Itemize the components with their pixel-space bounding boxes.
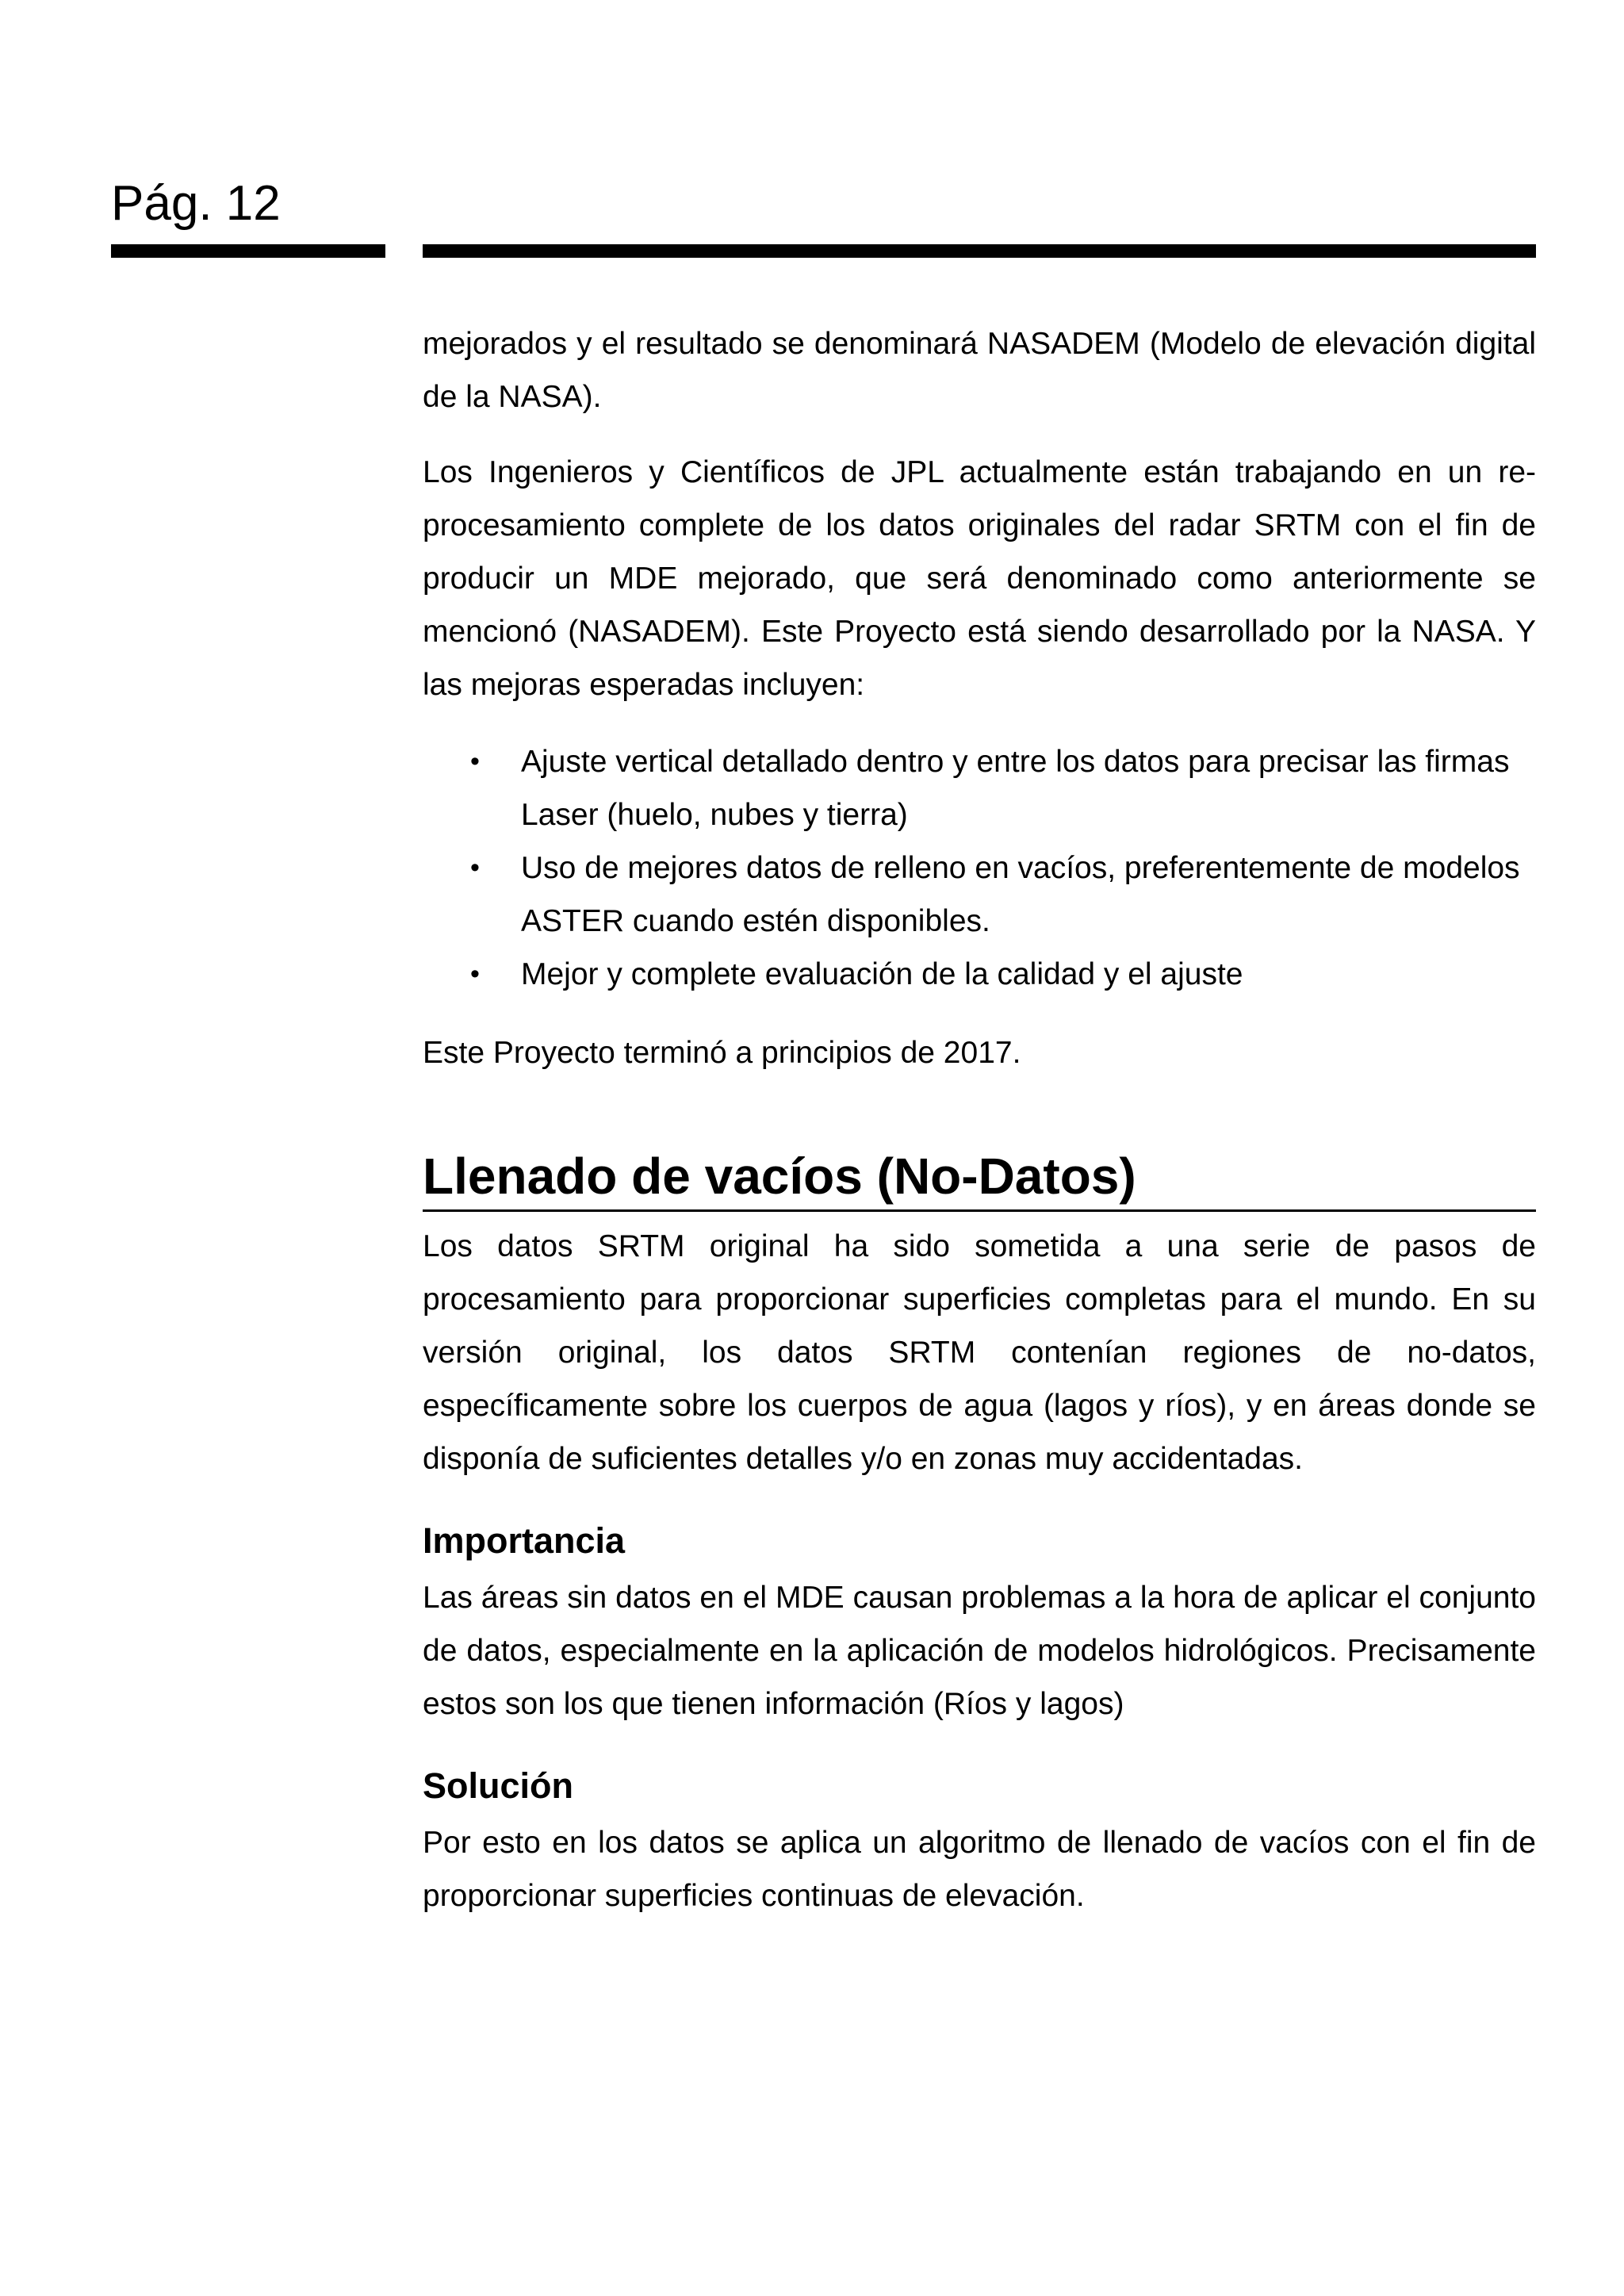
paragraph-jpl: Los Ingenieros y Científicos de JPL actualmente están trabajando en un re-procesamiento complete de los datos originales del radar SRTM con el fin de producir un MDE mejorado, que será denominado como anteriormente se mencionó (NASADEM). Este Proyecto está siendo desarrollado por la NASA. Y las mejoras esperadas incluyen: [423, 455, 1536, 702]
paragraph-srtm-original: Los datos SRTM original ha sido sometida a una serie de pasos de procesamiento para proporcionar superficies completas para el mundo. En su versión original, los datos SRTM contenían regiones de no-datos, específicamente sobre los cuerpos de agua (lagos y ríos), y en áreas donde se disponía de suficientes detalles y/o en zonas muy accidentadas. [423, 1229, 1536, 1476]
header-rule-right [423, 244, 1536, 258]
list-item [423, 735, 1536, 841]
paragraph-solucion: Por esto en los datos se aplica un algoritmo de llenado de vacíos con el fin de proporcionar superficies continuas de elevación. [423, 1826, 1536, 1913]
page-content [423, 317, 1536, 1922]
paragraph-project-end: Este Proyecto terminó a principios de 2017. [423, 1036, 1021, 1070]
bullet-icon: • [470, 746, 480, 776]
paragraph-intro-continuation: mejorados y el resultado se denominará NASADEM (Modelo de elevación digital de la NASA). [423, 327, 1536, 414]
page-number: Pág. 12 [111, 176, 281, 231]
section-heading: Llenado de vacíos (No-Datos) [423, 1144, 1536, 1212]
list-item-text: Ajuste vertical detallado dentro y entre los datos para precisar las firmas Laser (huelo, nubes y tierra) [521, 745, 1510, 832]
improvements-list [423, 735, 1536, 1001]
paragraph-importancia: Las áreas sin datos en el MDE causan problemas a la hora de aplicar el conjunto de datos, especialmente en la aplicación de modelos hidrológicos. Precisamente estos son los que tienen información (Ríos y lagos) [423, 1581, 1536, 1721]
list-item-text: Uso de mejores datos de relleno en vacíos, preferentemente de modelos ASTER cuando estén disponibles. [521, 851, 1520, 938]
bullet-icon: • [470, 853, 480, 883]
subsection-heading-importancia: Importancia [423, 1520, 626, 1561]
list-item-text: Mejor y complete evaluación de la calidad y el ajuste [521, 957, 1243, 991]
bullet-icon: • [470, 959, 480, 989]
list-item [423, 948, 1536, 1001]
list-item [423, 841, 1536, 948]
subsection-heading-solucion: Solución [423, 1765, 573, 1806]
header-rule-left [111, 244, 385, 258]
